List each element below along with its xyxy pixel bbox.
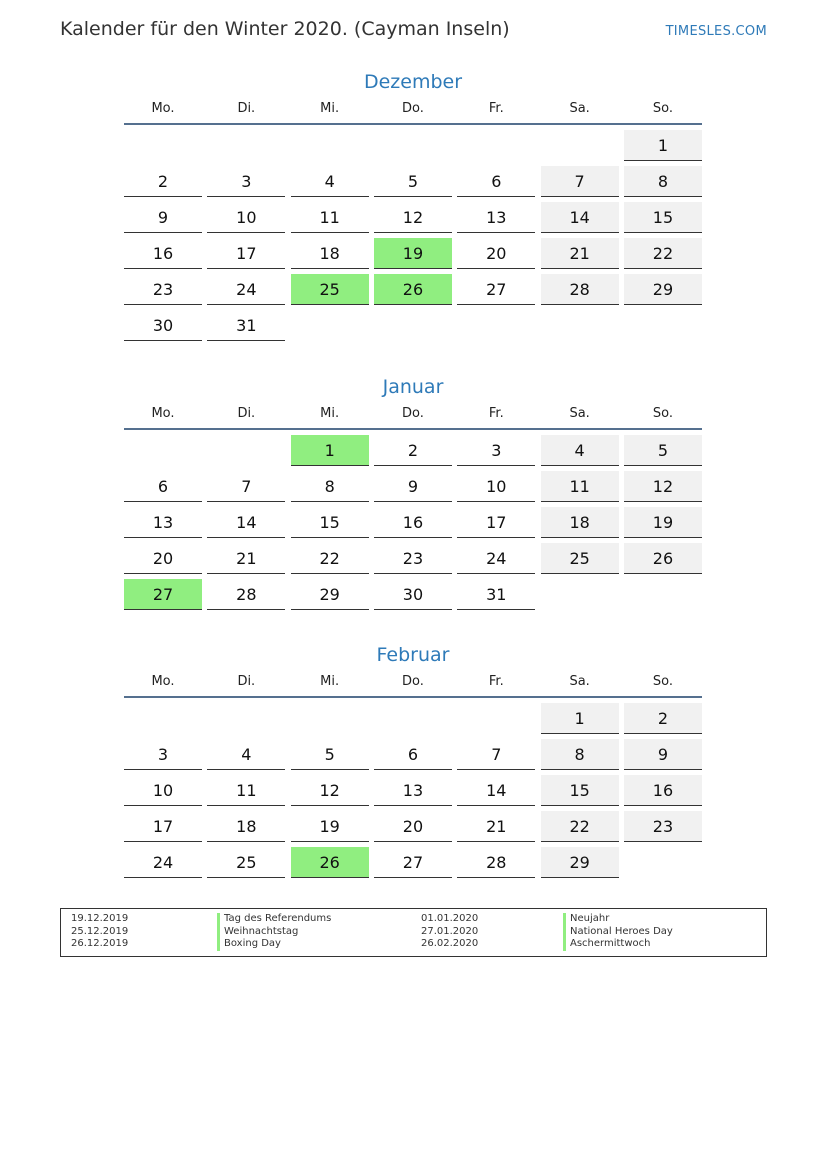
- empty-cell: [124, 435, 202, 466]
- day-cell: 13: [124, 507, 202, 538]
- weekday-label: Fr.: [488, 101, 504, 116]
- site-link[interactable]: TIMESLES.COM: [665, 24, 767, 39]
- page-title: Kalender für den Winter 2020. (Cayman Inseln): [60, 18, 510, 40]
- empty-cell: [624, 579, 702, 610]
- legend-date: 19.12.2019: [71, 913, 129, 924]
- day-cell: 27: [457, 274, 535, 305]
- weekend-day-cell: 5: [624, 435, 702, 466]
- day-cell: 5: [291, 739, 369, 770]
- day-cell: 22: [291, 543, 369, 574]
- month-february: [124, 640, 702, 878]
- weekday-label: Do.: [402, 674, 424, 689]
- empty-cell: [457, 703, 535, 734]
- weekend-day-cell: 25: [541, 543, 619, 574]
- day-cell: 20: [124, 543, 202, 574]
- day-cell: 25: [207, 847, 285, 878]
- week-row: [124, 202, 702, 233]
- week-row: [124, 130, 702, 161]
- weekend-day-cell: 2: [624, 703, 702, 734]
- weekend-day-cell: 9: [624, 739, 702, 770]
- legend-names-left: [217, 913, 331, 951]
- weekend-day-cell: 29: [624, 274, 702, 305]
- week-row: [124, 435, 702, 466]
- weekend-day-cell: 22: [624, 238, 702, 269]
- day-cell: 17: [207, 238, 285, 269]
- day-cell: 2: [374, 435, 452, 466]
- week-row: [124, 238, 702, 269]
- week-row: [124, 310, 702, 341]
- holiday-legend: [60, 908, 767, 957]
- weekend-day-cell: 15: [624, 202, 702, 233]
- day-cell: 10: [207, 202, 285, 233]
- weekend-day-cell: 1: [624, 130, 702, 161]
- day-cell: 20: [374, 811, 452, 842]
- empty-cell: [291, 130, 369, 161]
- legend-holiday-name: Aschermittwoch: [563, 938, 673, 951]
- weekend-day-cell: 26: [624, 543, 702, 574]
- month-title: Januar: [382, 376, 444, 398]
- day-cell: 6: [374, 739, 452, 770]
- weekend-day-cell: 19: [624, 507, 702, 538]
- day-cell: 6: [124, 471, 202, 502]
- day-cell: 21: [207, 543, 285, 574]
- day-cell: 7: [207, 471, 285, 502]
- empty-cell: [207, 435, 285, 466]
- day-cell: 24: [207, 274, 285, 305]
- week-row: [124, 703, 702, 734]
- legend-date: 26.12.2019: [71, 938, 129, 949]
- weekday-label: Mi.: [320, 101, 340, 116]
- legend-date: 25.12.2019: [71, 925, 129, 937]
- weekend-day-cell: 23: [624, 811, 702, 842]
- empty-cell: [457, 130, 535, 161]
- weekend-day-cell: 1: [541, 703, 619, 734]
- day-cell: 6: [457, 166, 535, 197]
- week-row: [124, 579, 702, 610]
- day-cell: 12: [374, 202, 452, 233]
- weekend-day-cell: 8: [541, 739, 619, 770]
- day-cell: 31: [207, 310, 285, 341]
- day-cell: 16: [374, 507, 452, 538]
- weekday-label: Mo.: [151, 101, 175, 116]
- weekend-day-cell: 16: [624, 775, 702, 806]
- day-cell: 2: [124, 166, 202, 197]
- weekday-label: Mo.: [151, 406, 175, 421]
- day-cell: 3: [457, 435, 535, 466]
- day-cell: 3: [124, 739, 202, 770]
- week-row: [124, 166, 702, 197]
- weeks-grid: [124, 130, 702, 341]
- week-row: [124, 811, 702, 842]
- empty-cell: [374, 310, 452, 341]
- holiday-day-cell: 1: [291, 435, 369, 466]
- weekday-header: [124, 97, 702, 125]
- day-cell: 8: [291, 471, 369, 502]
- weekday-label: Sa.: [569, 406, 590, 421]
- legend-holiday-name: Boxing Day: [217, 938, 331, 951]
- day-cell: 10: [124, 775, 202, 806]
- month-title: Dezember: [363, 71, 463, 93]
- month-december: [124, 67, 702, 341]
- week-row: [124, 739, 702, 770]
- weekend-day-cell: 29: [541, 847, 619, 878]
- day-cell: 29: [291, 579, 369, 610]
- holiday-day-cell: 19: [374, 238, 452, 269]
- day-cell: 23: [374, 543, 452, 574]
- legend-dates-right: [421, 913, 478, 951]
- day-cell: 17: [124, 811, 202, 842]
- day-cell: 31: [457, 579, 535, 610]
- day-cell: 24: [457, 543, 535, 574]
- empty-cell: [207, 703, 285, 734]
- weekday-label: So.: [652, 101, 674, 116]
- week-row: [124, 847, 702, 878]
- day-cell: 13: [457, 202, 535, 233]
- empty-cell: [541, 130, 619, 161]
- weekday-label: Fr.: [488, 674, 504, 689]
- day-cell: 9: [124, 202, 202, 233]
- weekday-label: Sa.: [569, 674, 590, 689]
- day-cell: 27: [374, 847, 452, 878]
- day-cell: 10: [457, 471, 535, 502]
- day-cell: 11: [291, 202, 369, 233]
- weekend-day-cell: 11: [541, 471, 619, 502]
- weekday-label: Fr.: [488, 406, 504, 421]
- weekend-day-cell: 14: [541, 202, 619, 233]
- day-cell: 18: [207, 811, 285, 842]
- weekday-label: Di.: [237, 101, 256, 116]
- empty-cell: [124, 703, 202, 734]
- legend-date: 27.01.2020: [421, 925, 479, 937]
- weekday-label: So.: [652, 674, 674, 689]
- legend-holiday-name: Neujahr: [563, 913, 673, 926]
- day-cell: 20: [457, 238, 535, 269]
- empty-cell: [291, 310, 369, 341]
- weekday-header: [124, 402, 702, 430]
- week-row: [124, 274, 702, 305]
- weekend-day-cell: 18: [541, 507, 619, 538]
- weekday-label: Do.: [402, 406, 424, 421]
- day-cell: 15: [291, 507, 369, 538]
- weekday-label: Sa.: [569, 101, 590, 116]
- weeks-grid: [124, 435, 702, 610]
- weekend-day-cell: 22: [541, 811, 619, 842]
- legend-holiday-name: National Heroes Day: [563, 926, 673, 939]
- day-cell: 28: [207, 579, 285, 610]
- week-row: [124, 507, 702, 538]
- day-cell: 21: [457, 811, 535, 842]
- empty-cell: [624, 847, 702, 878]
- weekday-label: Do.: [402, 101, 424, 116]
- weekday-label: Mi.: [320, 674, 340, 689]
- empty-cell: [291, 703, 369, 734]
- empty-cell: [541, 310, 619, 341]
- week-row: [124, 471, 702, 502]
- day-cell: 30: [374, 579, 452, 610]
- day-cell: 4: [291, 166, 369, 197]
- empty-cell: [374, 130, 452, 161]
- empty-cell: [457, 310, 535, 341]
- weekend-day-cell: 4: [541, 435, 619, 466]
- weekend-day-cell: 28: [541, 274, 619, 305]
- day-cell: 18: [291, 238, 369, 269]
- day-cell: 14: [457, 775, 535, 806]
- day-cell: 24: [124, 847, 202, 878]
- week-row: [124, 775, 702, 806]
- legend-holiday-name: Weihnachtstag: [217, 926, 331, 939]
- weekend-day-cell: 12: [624, 471, 702, 502]
- month-title: Februar: [376, 644, 450, 666]
- day-cell: 5: [374, 166, 452, 197]
- weekend-day-cell: 15: [541, 775, 619, 806]
- day-cell: 30: [124, 310, 202, 341]
- holiday-day-cell: 26: [374, 274, 452, 305]
- day-cell: 13: [374, 775, 452, 806]
- day-cell: 17: [457, 507, 535, 538]
- legend-names-right: [563, 913, 673, 951]
- day-cell: 23: [124, 274, 202, 305]
- weekday-header: [124, 670, 702, 698]
- day-cell: 16: [124, 238, 202, 269]
- empty-cell: [207, 130, 285, 161]
- day-cell: 4: [207, 739, 285, 770]
- weekday-label: Mo.: [151, 674, 175, 689]
- empty-cell: [124, 130, 202, 161]
- legend-date: 01.01.2020: [421, 913, 479, 924]
- holiday-day-cell: 25: [291, 274, 369, 305]
- legend-date: 26.02.2020: [421, 938, 479, 949]
- day-cell: 12: [291, 775, 369, 806]
- day-cell: 14: [207, 507, 285, 538]
- weeks-grid: [124, 703, 702, 878]
- weekday-label: Di.: [237, 406, 256, 421]
- weekend-day-cell: 8: [624, 166, 702, 197]
- day-cell: 9: [374, 471, 452, 502]
- weekday-label: So.: [652, 406, 674, 421]
- weekday-label: Mi.: [320, 406, 340, 421]
- day-cell: 28: [457, 847, 535, 878]
- legend-dates-left: [71, 913, 128, 951]
- legend-holiday-name: Tag des Referendums: [217, 913, 331, 926]
- holiday-day-cell: 27: [124, 579, 202, 610]
- day-cell: 19: [291, 811, 369, 842]
- month-january: [124, 372, 702, 610]
- week-row: [124, 543, 702, 574]
- empty-cell: [541, 579, 619, 610]
- weekend-day-cell: 21: [541, 238, 619, 269]
- day-cell: 11: [207, 775, 285, 806]
- day-cell: 7: [457, 739, 535, 770]
- weekday-label: Di.: [237, 674, 256, 689]
- weekend-day-cell: 7: [541, 166, 619, 197]
- empty-cell: [374, 703, 452, 734]
- empty-cell: [624, 310, 702, 341]
- holiday-day-cell: 26: [291, 847, 369, 878]
- day-cell: 3: [207, 166, 285, 197]
